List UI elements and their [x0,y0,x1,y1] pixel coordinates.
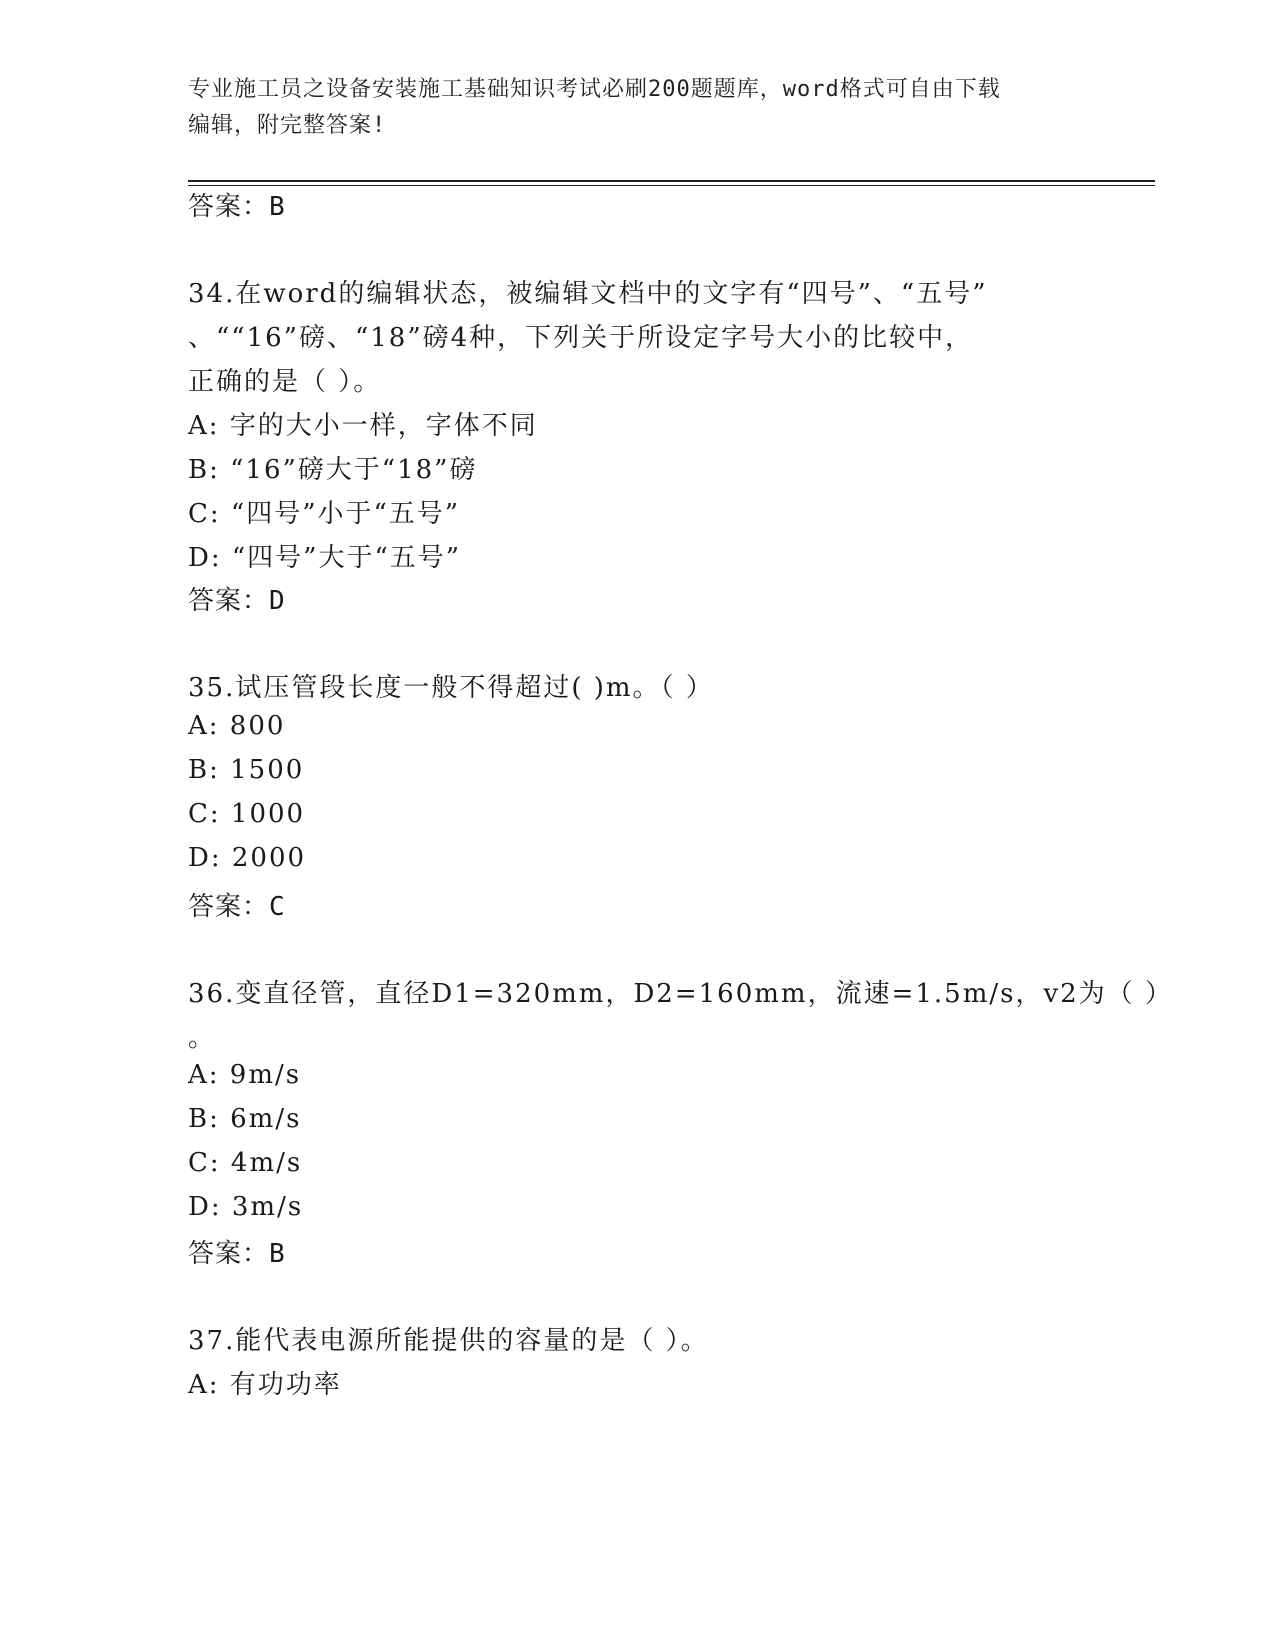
question-36-line-1: 36.变直径管，直径D1=320mm，D2=160mm，流速=1.5m/s，v2为（ ） [188,979,1173,1009]
question-34-answer: 答案：D [188,586,286,616]
question-35-option-d: D: 2000 [188,843,307,873]
header-line-2: 编辑，附完整答案! [188,113,387,138]
header-rule-thick [188,180,1155,182]
question-35-option-b: B: 1500 [188,755,305,785]
header-line-1: 专业施工员之设备安装施工基础知识考试必刷200题题库，word格式可自由下载 [188,77,1001,102]
question-35-option-c: C: 1000 [188,799,306,829]
question-36-option-b: B: 6m/s [188,1104,302,1134]
question-36-option-d: D: 3m/s [188,1192,304,1222]
question-36-option-a: A: 9m/s [188,1060,302,1090]
question-34-line-3: 正确的是（ ）。 [188,367,382,397]
previous-answer: 答案：B [188,192,286,222]
question-37-line-1: 37.能代表电源所能提供的容量的是（ ）。 [188,1326,709,1356]
question-36-answer: 答案：B [188,1239,286,1269]
question-36-option-c: C: 4m/s [188,1148,303,1178]
question-34-line-2: 、““16”磅、“18”磅4种，下列关于所设定字号大小的比较中， [188,323,974,353]
question-35-answer: 答案：C [188,892,286,922]
document-header [188,72,1088,144]
question-34-line-1: 34.在word的编辑状态，被编辑文档中的文字有“四号”、“五号” [188,279,988,309]
question-34-option-b: B: “16”磅大于“18”磅 [188,455,478,485]
question-34-option-a: A: 字的大小一样，字体不同 [188,411,538,441]
question-35-line-1: 35.试压管段长度一般不得超过( )m。（ ） [188,673,714,703]
header-rule-thin [188,185,1155,186]
question-36-line-2: 。 [188,1023,217,1053]
question-34-option-d: D: “四号”大于“五号” [188,543,462,573]
question-35-option-a: A: 800 [188,711,286,741]
question-34-option-c: C: “四号”小于“五号” [188,499,461,529]
question-37-option-a: A: 有功功率 [188,1370,342,1400]
